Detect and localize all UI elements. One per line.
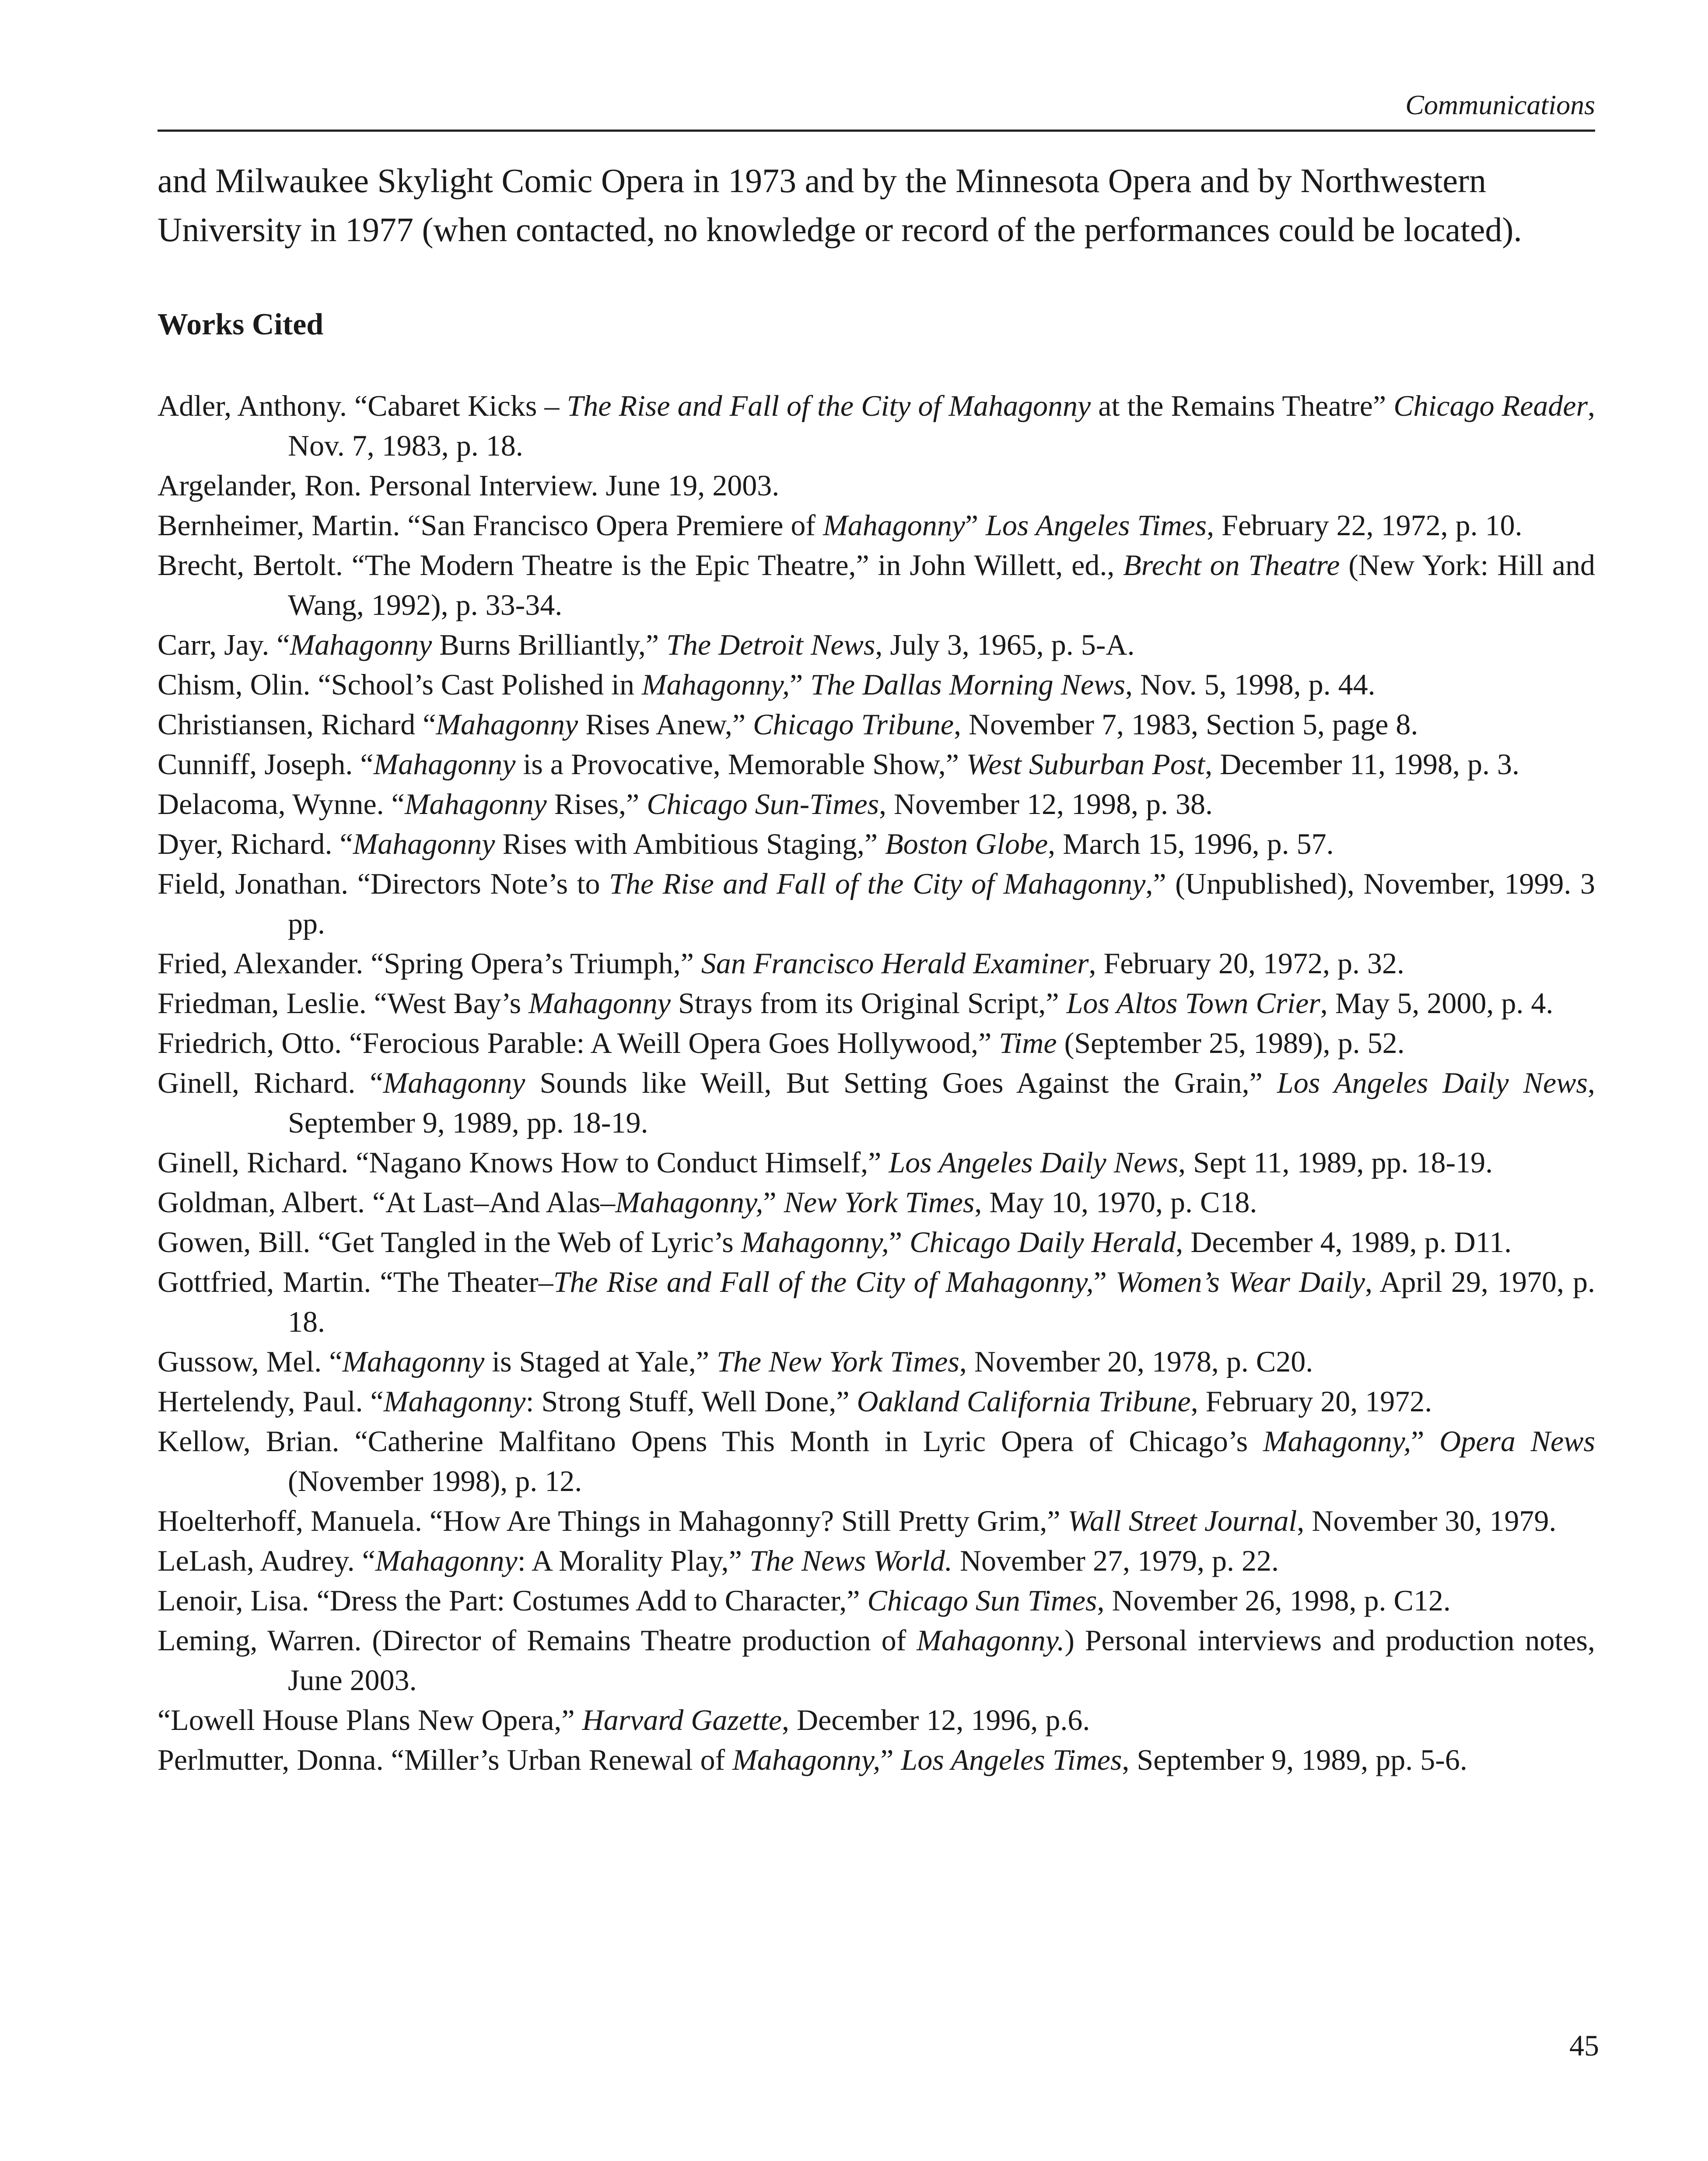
citation-text: Friedman, Leslie. “West Bay’s [158,986,529,1020]
citation-entry [158,1541,1595,1581]
intro-text: and Milwaukee Skylight Comic Opera in 1973 and by the Minnesota Opera and by Northwestern University in 1977 (when contacted, no knowledge or record of the performances could be located). [158,161,1522,249]
citation-text: , November 12, 1998, p. 38. [879,787,1213,821]
citation-text: Burns Brilliantly,” [432,628,667,661]
citation-text: Brecht, Bertolt. “The Modern Theatre is the Epic Theatre,” in John Willett, ed., [158,548,1124,582]
citation-entry [158,1501,1595,1541]
citation-text: LeLash, Audrey. “ [158,1544,375,1577]
citation-text: Friedrich, Otto. “Ferocious Parable: A Weill Opera Goes Hollywood,” [158,1026,999,1059]
citation-text: Hertelendy, Paul. “ [158,1385,384,1418]
citation-italic-text: The News World. [749,1544,952,1577]
citation-text: Lenoir, Lisa. “Dress the Part: Costumes Add to Character,” [158,1584,868,1617]
citation-text: Adler, Anthony. “Cabaret Kicks – [158,389,567,422]
citation-entry [158,824,1595,864]
citation-italic-text: The Dallas Morning News [810,668,1125,701]
citation-italic-text: Mahagonny, [1263,1424,1411,1458]
citation-italic-text: Mahagonny [404,787,547,821]
citation-text: , February 20, 1972. [1190,1385,1432,1418]
citation-text: Perlmutter, Donna. “Miller’s Urban Renewal of [158,1743,733,1776]
citation-italic-text: Wall Street Journal [1068,1504,1297,1537]
citation-entry [158,1421,1595,1501]
citation-entry [158,784,1595,824]
citation-entry [158,1382,1595,1421]
citation-entry [158,1581,1595,1621]
page-header [158,88,1595,131]
citation-italic-text: Mahagonny, [741,1225,889,1259]
citation-text: is Staged at Yale,” [484,1345,717,1378]
citation-text: Ginell, Richard. “Nagano Knows How to Conduct Himself,” [158,1146,889,1179]
citation-text: Field, Jonathan. “Directors Note’s to [158,867,609,900]
works-cited-heading: Works Cited [158,308,324,341]
citation-italic-text: Harvard Gazette [582,1703,782,1737]
citation-entry [158,1700,1595,1740]
citation-entry [158,1621,1595,1700]
citation-entry [158,505,1595,545]
citation-text: (November 1998), p. 12. [288,1464,582,1498]
citation-text: Hoelterhoff, Manuela. “How Are Things in Mahagonny? Still Pretty Grim,” [158,1504,1068,1537]
citation-text: ” [1093,1265,1116,1298]
citation-entry [158,1740,1595,1780]
citation-italic-text: Boston Globe [885,827,1048,860]
citation-text: , February 22, 1972, p. 10. [1207,509,1522,542]
citation-text: , Nov. 7, 1983, p. 18. [288,389,1596,462]
citation-italic-text: Mahagonny [436,708,578,741]
citation-text: ” [965,509,986,542]
citation-entry [158,665,1595,705]
citation-text: ,” (Unpublished), November, 1999. 3 pp. [288,867,1596,940]
citation-text: , November 7, 1983, Section 5, page 8. [954,708,1418,741]
citation-text: November 27, 1979, p. 22. [952,1544,1279,1577]
citation-text: Argelander, Ron. Personal Interview. June 19, 2003. [158,469,780,502]
citation-italic-text: Mahagonny, [732,1743,881,1776]
citation-text: Carr, Jay. “ [158,628,290,661]
citation-text: (September 25, 1989), p. 52. [1057,1026,1405,1059]
citation-text: Chism, Olin. “School’s Cast Polished in [158,668,642,701]
citation-italic-text: Mahagonny. [917,1624,1065,1657]
citation-text: at the Remains Theatre” [1091,389,1394,422]
works-cited-list [158,386,1595,1780]
citation-italic-text: West Suburban Post [966,747,1205,781]
citation-text: , December 4, 1989, p. D11. [1176,1225,1512,1259]
citation-text: ” [763,1186,784,1219]
citation-text: : A Morality Play,” [517,1544,749,1577]
citation-entry [158,864,1595,944]
citation-text: , December 12, 1996, p.6. [782,1703,1090,1737]
citation-italic-text: Oakland California Tribune [857,1385,1191,1418]
citation-text: , February 20, 1972, p. 32. [1088,947,1404,980]
citation-text: , May 10, 1970, p. C18. [974,1186,1257,1219]
citation-italic-text: Mahagonny [528,986,671,1020]
citation-text: Leming, Warren. (Director of Remains Theatre production of [158,1624,917,1657]
citation-text: Gussow, Mel. “ [158,1345,343,1378]
citation-text: is a Provocative, Memorable Show,” [515,747,966,781]
citation-italic-text: Mahagonny, [641,668,790,701]
citation-italic-text: Time [999,1026,1057,1059]
citation-text: , July 3, 1965, p. 5-A. [875,628,1135,661]
citation-text: Strays from its Original Script,” [670,986,1067,1020]
citation-italic-text: Mahagonny [353,827,495,860]
citation-text: Christiansen, Richard “ [158,708,436,741]
citation-italic-text: Chicago Sun Times [867,1584,1097,1617]
citation-italic-text: Mahagonny [383,1066,525,1099]
citation-text: , Nov. 5, 1998, p. 44. [1125,668,1376,701]
citation-italic-text: Opera News [1439,1424,1595,1458]
citation-entry [158,944,1595,983]
citation-italic-text: Chicago Tribune [753,708,954,741]
citation-text: Goldman, Albert. “At Last–And Alas– [158,1186,616,1219]
citation-text: ” [880,1743,901,1776]
citation-entry [158,1143,1595,1182]
citation-text: Rises with Ambitious Staging,” [495,827,886,860]
citation-text: Bernheimer, Martin. “San Francisco Opera Premiere of [158,509,823,542]
citation-entry [158,545,1595,625]
citation-italic-text: Brecht on Theatre [1123,548,1340,582]
citation-italic-text: The New York Times [717,1345,959,1378]
citation-text: (New York: Hill and Wang, 1992), p. 33-34. [288,548,1596,621]
citation-italic-text: San Francisco Herald Examiner [701,947,1089,980]
citation-italic-text: Mahagonny [290,628,432,661]
running-head: Communications [1405,89,1595,120]
page-number: 45 [1569,2029,1599,2062]
citation-italic-text: The Rise and Fall of the City of Mahagonny, [553,1265,1094,1298]
citation-entry [158,705,1595,744]
citation-text: , March 15, 1996, p. 57. [1048,827,1334,860]
citation-text: ” [790,668,811,701]
citation-text: , May 5, 2000, p. 4. [1320,986,1554,1020]
citation-italic-text: Chicago Reader [1393,389,1588,422]
citation-text: ) Personal interviews and production notes, June 2003. [288,1624,1595,1697]
citation-italic-text: Mahagonny [383,1385,526,1418]
citation-italic-text: The Detroit News [666,628,875,661]
citation-text: Fried, Alexander. “Spring Opera’s Triumph,” [158,947,701,980]
citation-text: Kellow, Brian. “Catherine Malfitano Opens This Month in Lyric Opera of Chicago’s [158,1424,1264,1458]
citation-italic-text: Los Angeles Times [986,509,1207,542]
citation-text: Cunniff, Joseph. “ [158,747,374,781]
citation-italic-text: Chicago Daily Herald [910,1225,1176,1259]
citation-italic-text: Women’s Wear Daily [1115,1265,1365,1298]
citation-italic-text: Los Angeles Times [901,1743,1122,1776]
citation-entry [158,1262,1595,1342]
citation-entry [158,625,1595,665]
citation-italic-text: New York Times [784,1186,975,1219]
citation-italic-text: Mahagonny [373,747,516,781]
citation-entry [158,1222,1595,1262]
citation-italic-text: Los Angeles Daily News [889,1146,1179,1179]
citation-text: , December 11, 1998, p. 3. [1205,747,1520,781]
citation-text: Gowen, Bill. “Get Tangled in the Web of Lyric’s [158,1225,741,1259]
citation-text: Dyer, Richard. “ [158,827,353,860]
citation-entry [158,983,1595,1023]
citation-text: , November 30, 1979. [1297,1504,1557,1537]
citation-text: Rises,” [546,787,647,821]
citation-entry [158,1342,1595,1382]
citation-entry [158,1182,1595,1222]
citation-italic-text: Mahagonny [375,1544,518,1577]
citation-text: , April 29, 1970, p. 18. [288,1265,1595,1338]
citation-italic-text: Los Angeles Daily News [1277,1066,1588,1099]
citation-text: “Lowell House Plans New Opera,” [158,1703,582,1737]
citation-italic-text: Los Altos Town Crier [1066,986,1320,1020]
citation-text: , November 20, 1978, p. C20. [959,1345,1313,1378]
citation-italic-text: The Rise and Fall of the City of Mahagonny [609,867,1146,900]
citation-italic-text: Mahagonny, [615,1186,763,1219]
header-rule [158,130,1595,132]
intro-paragraph [158,156,1601,254]
citation-entry [158,1023,1595,1063]
citation-italic-text: Mahagonny [823,509,965,542]
citation-text: , September 9, 1989, pp. 18-19. [288,1066,1595,1139]
citation-entry [158,1063,1595,1143]
citation-text: Gottfried, Martin. “The Theater– [158,1265,553,1298]
citation-text: Sounds like Weill, But Setting Goes Against the Grain,” [525,1066,1277,1099]
citation-text: ” [1411,1424,1440,1458]
citation-entry [158,386,1595,466]
citation-text: Rises Anew,” [578,708,753,741]
citation-text: , November 26, 1998, p. C12. [1097,1584,1451,1617]
citation-text: Delacoma, Wynne. “ [158,787,405,821]
citation-italic-text: The Rise and Fall of the City of Mahagonny [567,389,1091,422]
citation-text: , Sept 11, 1989, pp. 18-19. [1178,1146,1493,1179]
citation-entry [158,744,1595,784]
citation-italic-text: Mahagonny [342,1345,485,1378]
citation-text: : Strong Stuff, Well Done,” [525,1385,857,1418]
citation-text: , September 9, 1989, pp. 5-6. [1122,1743,1467,1776]
citation-entry [158,466,1595,505]
citation-text: ” [889,1225,910,1259]
citation-text: Ginell, Richard. “ [158,1066,383,1099]
citation-italic-text: Chicago Sun-Times [647,787,879,821]
